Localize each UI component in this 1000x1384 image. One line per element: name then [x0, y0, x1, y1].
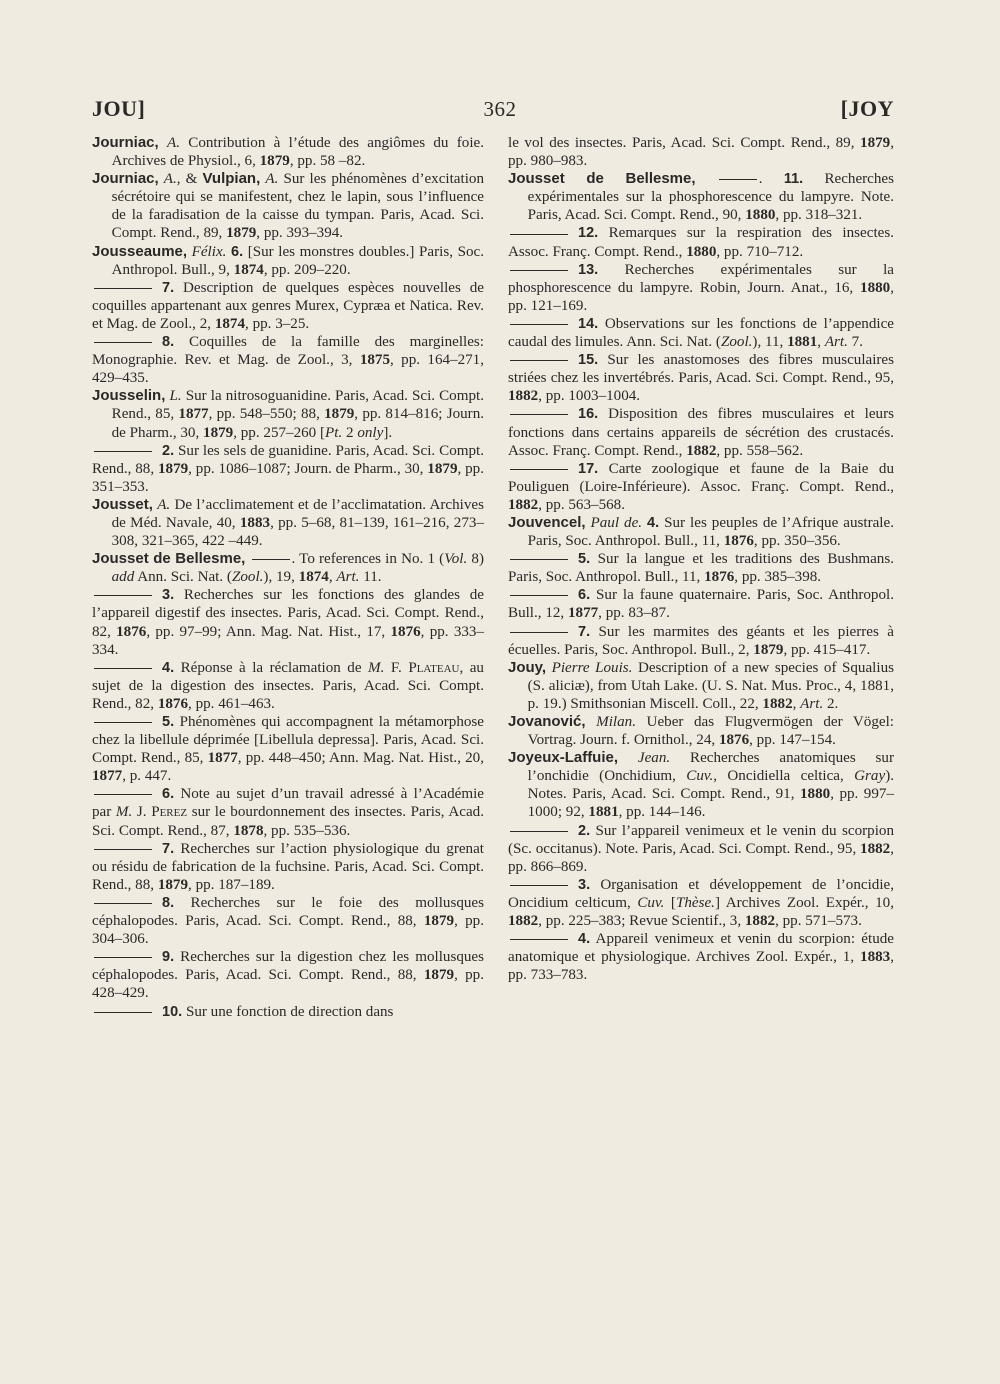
bibliography-subentry: 15. Sur les anastomoses des fibres musculaires striées chez les invertébrés. Paris, Acad. Sci. Compt. Rend., 95, 1882, pp. 1003–1004.: [508, 352, 894, 405]
bibliography-subentry: 17. Carte zoologique et faune de la Baie du Pouliguen (Loire-Inférieure). Assoc. Franç. Compt. Rend., 1882, pp. 563–568.: [508, 460, 894, 513]
bibliography-subentry: 12. Remarques sur la respiration des insectes. Assoc. Franç. Compt. Rend., 1880, pp. 710–712.: [508, 225, 894, 260]
bibliography-entry: Journiac, A., & Vulpian, A. Sur les phénomènes d’excitation sécrétoire qui se manifestent, chez le lapin, sous l’influence de la faradisation de la caisse du tympan. Paris, Acad. Sci. Compt. Rend., 89, 1879, pp. 393–394.: [92, 170, 484, 242]
bibliography-subentry: 13. Recherches expérimentales sur la phosphorescence du lampyre. Robin, Journ. Anat., 16, 1880, pp. 121–169.: [508, 261, 894, 314]
ditto-rule: [510, 939, 568, 940]
ditto-rule: [94, 903, 152, 904]
right-column: [508, 134, 894, 984]
bibliography-subentry: 10. Sur une fonction de direction dans: [92, 1003, 484, 1021]
bibliography-entry: Jouy, Pierre Louis. Description of a new species of Squalius (S. aliciæ), from Utah Lake. (U. S. Nat. Mus. Proc., 4, 1881, p. 19.) Smithsonian Miscell. Coll., 22, 1882, Art. 2.: [508, 658, 894, 712]
bibliography-subentry: 7. Recherches sur l’action physiologique du grenat ou résidu de fabrication de la fuchsine. Paris, Acad. Sci. Compt. Rend., 88, 1879, pp. 187–189.: [92, 840, 484, 893]
bibliography-subentry: 6. Sur la faune quaternaire. Paris, Soc. Anthropol. Bull., 12, 1877, pp. 83–87.: [508, 587, 894, 622]
bibliography-entry: Jousseaume, Félix. 6. [Sur les monstres doubles.] Paris, Soc. Anthropol. Bull., 9, 1874, pp. 209–220.: [92, 242, 484, 278]
bibliography-entry: Jovanović, Milan. Ueber das Flugvermögen der Vögel: Vortrag. Journ. f. Ornithol., 24, 1876, pp. 147–154.: [508, 713, 894, 749]
ditto-rule: [510, 360, 568, 361]
bibliography-subentry: 5. Phénomènes qui accompagnent la métamorphose chez la libellule déprimée [Libellula depressa]. Paris, Acad. Sci. Compt. Rend., 85, 1877, pp. 448–450; Ann. Mag. Nat. Hist., 20, 1877, p. 447.: [92, 714, 484, 785]
bibliography-subentry: 7. Description de quelques espèces nouvelles de coquilles appartenant aux genres Murex, Cypræa et Natica. Rev. et Mag. de Zool., 2, 1874, pp. 3–25.: [92, 279, 484, 332]
ditto-rule: [94, 1012, 152, 1013]
ditto-rule: [94, 288, 152, 289]
page-header: [0, 0, 1000, 140]
ditto-rule: [510, 831, 568, 832]
ditto-rule: [510, 885, 568, 886]
bibliography-entry: Jousset, A. De l’acclimatement et de l’acclimatation. Archives de Méd. Navale, 40, 1883, pp. 5–68, 81–139, 161–216, 273–308, 321–365, 422 –449.: [92, 495, 484, 550]
bibliography-subentry: 8. Coquilles de la famille des marginelles: Monographie. Rev. et Mag. de Zool., 3, 1875, pp. 164–271, 429–435.: [92, 334, 484, 387]
bibliography-subentry: 16. Disposition des fibres musculaires et leurs fonctions dans certains appareils de sécrétion des crustacés. Assoc. Franç. Compt. Rend., 1882, pp. 558–562.: [508, 406, 894, 459]
bibliography-entry: Jousset de Bellesme, . 11. Recherches expérimentales sur la phosphorescence du lampyre. Note. Paris, Acad. Sci. Compt. Rend., 90, 1880, pp. 318–321.: [508, 170, 894, 224]
bibliography-subentry: 8. Recherches sur le foie des mollusques céphalopodes. Paris, Acad. Sci. Compt. Rend., 88, 1879, pp. 304–306.: [92, 894, 484, 948]
bibliography-entry: Journiac, A. Contribution à l’étude des angiômes du foie. Archives de Physiol., 6, 1879, pp. 58 –82.: [92, 134, 484, 170]
ditto-rule: [510, 469, 568, 470]
running-head-left: JOU]: [92, 96, 146, 121]
bibliography-entry: Joyeux-Laffuie, Jean. Recherches anatomiques sur l’onchidie (Onchidium, Cuv., Oncidiella celtica, Gray). Notes. Paris, Acad. Sci. Compt. Rend., 91, 1880, pp. 997–1000; 92, 1881, pp. 144–146.: [508, 749, 894, 821]
bibliography-subentry: 2. Sur les sels de guanidine. Paris, Acad. Sci. Compt. Rend., 88, 1879, pp. 1086–1087; Journ. de Pharm., 30, 1879, pp. 351–353.: [92, 442, 484, 495]
bibliography-continuation: le vol des insectes. Paris, Acad. Sci. Compt. Rend., 89, 1879, pp. 980–983.: [508, 135, 894, 170]
ditto-rule: [94, 668, 152, 669]
bibliography-subentry: 3. Recherches sur les fonctions des glandes de l’appareil digestif des insectes. Paris, Acad. Sci. Compt. Rend., 82, 1876, pp. 97–99; Ann. Mag. Nat. Hist., 17, 1876, pp. 333–334.: [92, 587, 484, 658]
ditto-rule: [94, 794, 152, 795]
bibliography-subentry: 6. Note au sujet d’un travail adressé à l’Académie par M. J. Perez sur le bourdonnement des insectes. Paris, Acad. Sci. Compt. Rend., 87, 1878, pp. 535–536.: [92, 786, 484, 839]
bibliography-entry: Jousset de Bellesme, . To references in No. 1 (Vol. 8) add Ann. Sci. Nat. (Zool.), 19, 1874, Art. 11.: [92, 550, 484, 586]
bibliography-subentry: 2. Sur l’appareil venimeux et le venin du scorpion (Sc. occitanus). Note. Paris, Acad. Sci. Compt. Rend., 95, 1882, pp. 866–869.: [508, 822, 894, 875]
ditto-rule: [510, 414, 568, 415]
bibliography-subentry: 14. Observations sur les fonctions de l’appendice caudal des limules. Ann. Sci. Nat. (Zool.), 11, 1881, Art. 7.: [508, 315, 894, 351]
ditto-rule: [94, 342, 152, 343]
ditto-rule: [94, 957, 152, 958]
bibliography-subentry: 9. Recherches sur la digestion chez les mollusques céphalopodes. Paris, Acad. Sci. Compt. Rend., 88, 1879, pp. 428–429.: [92, 949, 484, 1002]
bibliography-entry: Jouvencel, Paul de. 4. Sur les peuples de l’Afrique australe. Paris, Soc. Anthropol. Bull., 11, 1876, pp. 350–356.: [508, 513, 894, 550]
ditto-rule: [94, 595, 152, 596]
bibliography-subentry: 7. Sur les marmites des géants et les pierres à écuelles. Paris, Soc. Anthropol. Bull., 2, 1879, pp. 415–417.: [508, 623, 894, 658]
page-number: 362: [483, 97, 517, 121]
ditto-rule: [510, 324, 568, 325]
ditto-rule: [510, 632, 568, 633]
ditto-rule: [94, 849, 152, 850]
ditto-rule: [510, 595, 568, 596]
ditto-rule: [510, 234, 568, 235]
ditto-rule: [510, 270, 568, 271]
ditto-rule: [94, 722, 152, 723]
ditto-rule: [94, 451, 152, 452]
bibliography-subentry: 5. Sur la langue et les traditions des Bushmans. Paris, Soc. Anthropol. Bull., 11, 1876, pp. 385–398.: [508, 551, 894, 586]
left-column: [92, 134, 484, 1021]
bibliography-subentry: 3. Organisation et développement de l’oncidie, Oncidium celticum, Cuv. [Thèse.] Archives Zool. Expér., 10, 1882, pp. 225–383; Revue Scientif., 3, 1882, pp. 571–573.: [508, 876, 894, 930]
ditto-rule: [510, 559, 568, 560]
bibliography-subentry: 4. Appareil venimeux et venin du scorpion: étude anatomique et physiologique. Archives Zool. Expér., 1, 1883, pp. 733–783.: [508, 931, 894, 984]
running-head-right: [JOY: [840, 96, 894, 121]
bibliography-subentry: 4. Réponse à la réclamation de M. F. Plateau, au sujet de la digestion des insectes. Paris, Acad. Sci. Compt. Rend., 82, 1876, pp. 461–463.: [92, 659, 484, 712]
bibliography-entry: Jousselin, L. Sur la nitrosoguanidine. Paris, Acad. Sci. Compt. Rend., 85, 1877, pp. 548–550; 88, 1879, pp. 814–816; Journ. de Pharm., 30, 1879, pp. 257–260 [Pt. 2 only].: [92, 387, 485, 441]
